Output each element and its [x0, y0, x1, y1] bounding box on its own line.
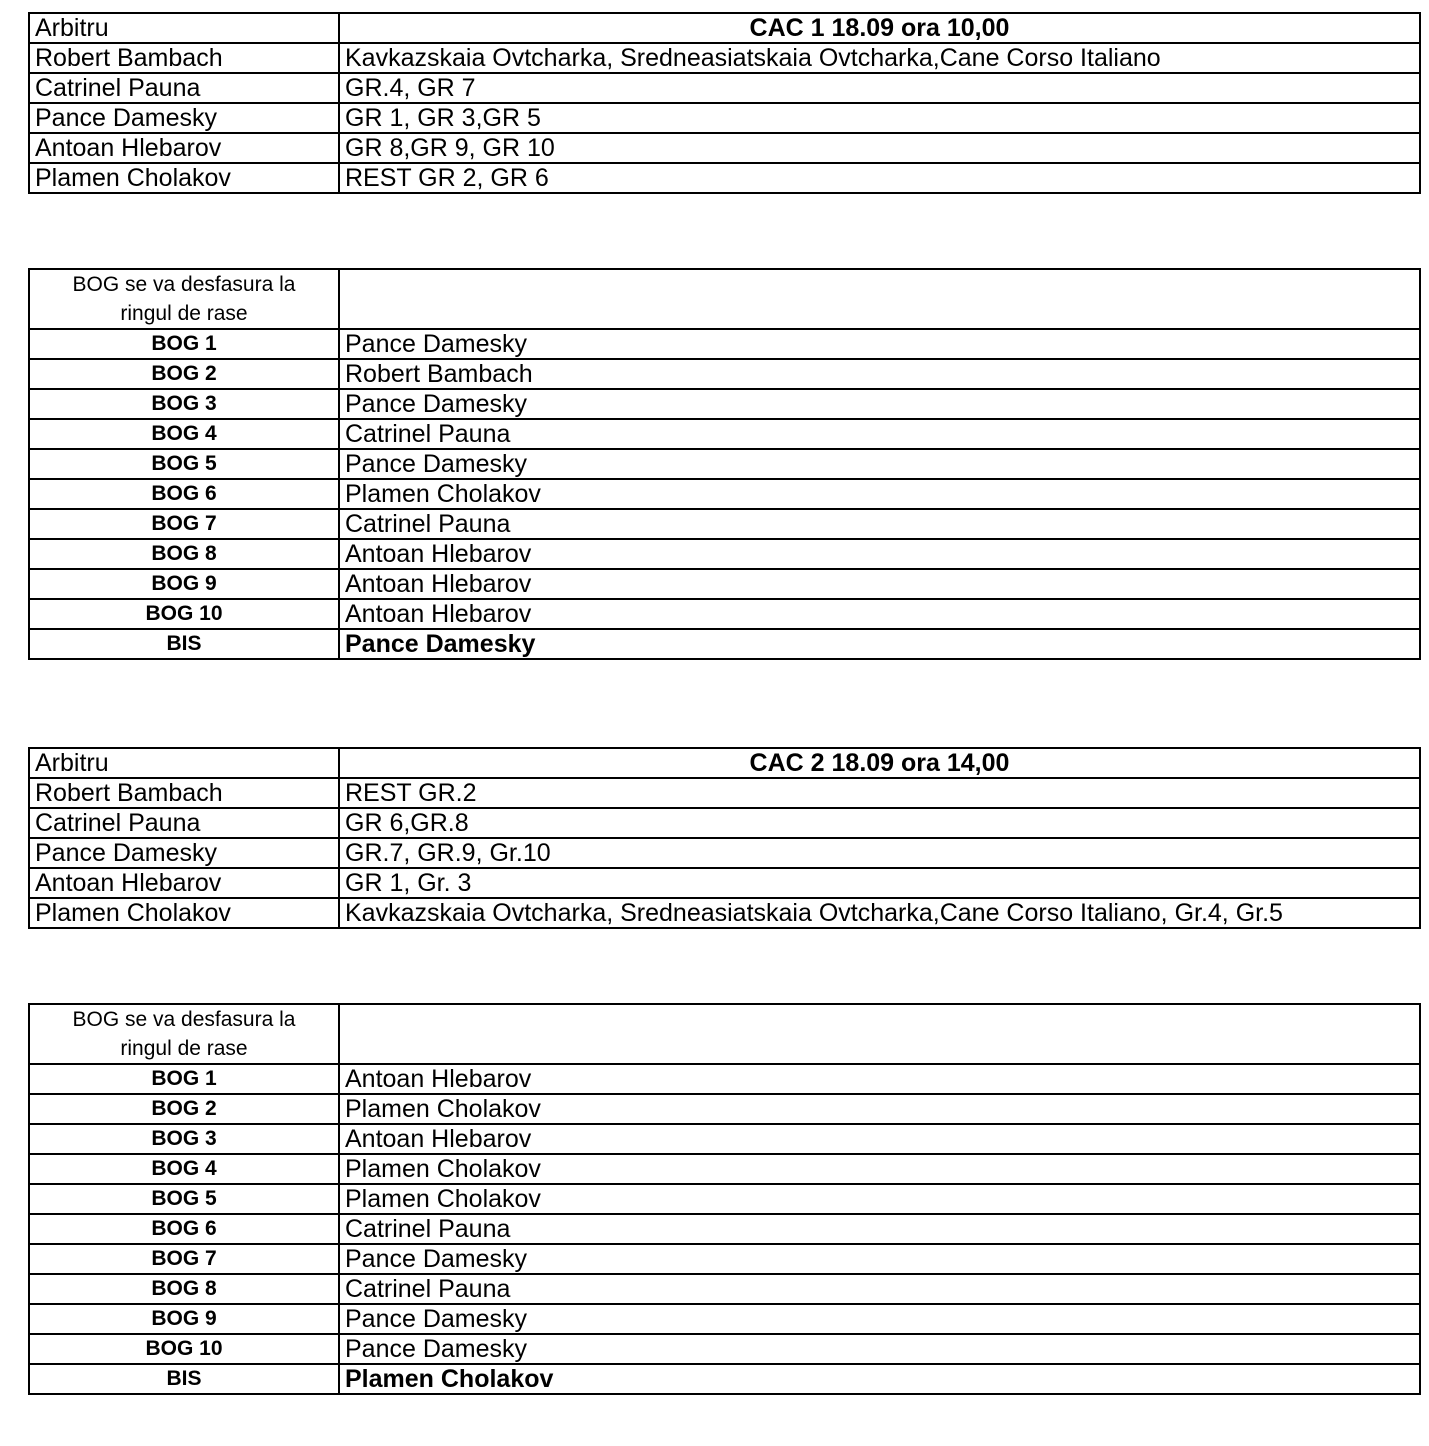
bog-judge: Antoan Hlebarov: [339, 569, 1420, 599]
bog-judge: Catrinel Pauna: [339, 509, 1420, 539]
bog-label: BOG 1: [29, 329, 339, 359]
bog-caption: [29, 269, 339, 329]
bog-label: BOG 4: [29, 419, 339, 449]
bog-label: BOG 10: [29, 1334, 339, 1364]
bog-caption: [29, 1004, 339, 1064]
table-row: [29, 133, 1420, 163]
bog2-table: [28, 1003, 1421, 1395]
bog-caption-line2: ringul de rase: [120, 1037, 248, 1060]
bog-label: BOG 6: [29, 479, 339, 509]
bog-judge: Catrinel Pauna: [339, 419, 1420, 449]
table-row: [29, 359, 1420, 389]
table-row: [29, 1094, 1420, 1124]
bog-label: BOG 6: [29, 1214, 339, 1244]
assigned-groups: GR.7, GR.9, Gr.10: [339, 838, 1420, 868]
table-header-row: [29, 13, 1420, 43]
bog-label: BOG 7: [29, 1244, 339, 1274]
judge-name: Pance Damesky: [29, 838, 339, 868]
assigned-groups: Kavkazskaia Ovtcharka, Sredneasiatskaia Ovtcharka,Cane Corso Italiano: [339, 43, 1420, 73]
bog-label: BOG 7: [29, 509, 339, 539]
table-row: [29, 329, 1420, 359]
cac1-schedule-header: CAC 1 18.09 ora 10,00: [339, 13, 1420, 43]
table-row: [29, 1064, 1420, 1094]
table-row: [29, 1304, 1420, 1334]
cac2-table: [28, 747, 1421, 929]
table-row: [29, 1124, 1420, 1154]
bis-judge: Plamen Cholakov: [339, 1364, 1420, 1394]
table-row: [29, 1154, 1420, 1184]
bog-judge: Antoan Hlebarov: [339, 599, 1420, 629]
bis-judge: Pance Damesky: [339, 629, 1420, 659]
table-row: [29, 539, 1420, 569]
judge-name: Robert Bambach: [29, 778, 339, 808]
judge-name: Catrinel Pauna: [29, 808, 339, 838]
judge-name: Catrinel Pauna: [29, 73, 339, 103]
table-header-row: [29, 269, 1420, 329]
bog-label: BOG 5: [29, 1184, 339, 1214]
bis-row: [29, 1364, 1420, 1394]
bog-label: BOG 8: [29, 539, 339, 569]
bis-label: BIS: [29, 1364, 339, 1394]
table-row: [29, 808, 1420, 838]
table-row: [29, 898, 1420, 928]
bog-label: BOG 10: [29, 599, 339, 629]
table-header-row: [29, 748, 1420, 778]
bog-label: BOG 2: [29, 359, 339, 389]
bog-judge: Pance Damesky: [339, 1334, 1420, 1364]
bog-label: BOG 2: [29, 1094, 339, 1124]
bog-label: BOG 3: [29, 1124, 339, 1154]
assigned-groups: Kavkazskaia Ovtcharka, Sredneasiatskaia Ovtcharka,Cane Corso Italiano, Gr.4, Gr.5: [339, 898, 1420, 928]
judge-column-header: Arbitru: [29, 748, 339, 778]
bog-caption-line1: BOG se va desfasura la: [72, 1008, 296, 1031]
assigned-groups: GR 1, Gr. 3: [339, 868, 1420, 898]
table-row: [29, 43, 1420, 73]
table-row: [29, 73, 1420, 103]
judge-name: Plamen Cholakov: [29, 163, 339, 193]
bog-judge: Pance Damesky: [339, 449, 1420, 479]
table-row: [29, 778, 1420, 808]
empty-cell: [339, 1004, 1420, 1064]
bog-label: BOG 8: [29, 1274, 339, 1304]
bog-judge: Robert Bambach: [339, 359, 1420, 389]
bog-judge: Catrinel Pauna: [339, 1214, 1420, 1244]
assigned-groups: GR.4, GR 7: [339, 73, 1420, 103]
bog-caption-line1: BOG se va desfasura la: [72, 273, 296, 296]
bog-caption-line2: ringul de rase: [120, 302, 248, 325]
assigned-groups: REST GR.2: [339, 778, 1420, 808]
table-row: [29, 1334, 1420, 1364]
bog-label: BOG 9: [29, 1304, 339, 1334]
assigned-groups: GR 6,GR.8: [339, 808, 1420, 838]
assigned-groups: GR 8,GR 9, GR 10: [339, 133, 1420, 163]
bog-label: BOG 1: [29, 1064, 339, 1094]
assigned-groups: REST GR 2, GR 6: [339, 163, 1420, 193]
table-header-row: [29, 1004, 1420, 1064]
judge-name: Antoan Hlebarov: [29, 133, 339, 163]
table-row: [29, 509, 1420, 539]
bog-judge: Antoan Hlebarov: [339, 1064, 1420, 1094]
table-row: [29, 163, 1420, 193]
table-row: [29, 103, 1420, 133]
bog-label: BOG 9: [29, 569, 339, 599]
cac1-table: [28, 12, 1421, 194]
table-row: [29, 838, 1420, 868]
table-row: [29, 569, 1420, 599]
table-row: [29, 449, 1420, 479]
bog-judge: Catrinel Pauna: [339, 1274, 1420, 1304]
judge-name: Robert Bambach: [29, 43, 339, 73]
judge-name: Pance Damesky: [29, 103, 339, 133]
bog-judge: Pance Damesky: [339, 1304, 1420, 1334]
bog-judge: Plamen Cholakov: [339, 1184, 1420, 1214]
bog-judge: Plamen Cholakov: [339, 1094, 1420, 1124]
bog-judge: Pance Damesky: [339, 389, 1420, 419]
table-row: [29, 868, 1420, 898]
bog-label: BOG 4: [29, 1154, 339, 1184]
bog-judge: Plamen Cholakov: [339, 1154, 1420, 1184]
bog-judge: Plamen Cholakov: [339, 479, 1420, 509]
table-row: [29, 1244, 1420, 1274]
bis-row: [29, 629, 1420, 659]
table-row: [29, 599, 1420, 629]
judge-name: Plamen Cholakov: [29, 898, 339, 928]
bog-judge: Antoan Hlebarov: [339, 539, 1420, 569]
table-row: [29, 1214, 1420, 1244]
bog1-table: [28, 268, 1421, 660]
bog-judge: Pance Damesky: [339, 329, 1420, 359]
bis-label: BIS: [29, 629, 339, 659]
judge-name: Antoan Hlebarov: [29, 868, 339, 898]
cac2-schedule-header: CAC 2 18.09 ora 14,00: [339, 748, 1420, 778]
table-row: [29, 1184, 1420, 1214]
judge-column-header: Arbitru: [29, 13, 339, 43]
bog-label: BOG 5: [29, 449, 339, 479]
bog-label: BOG 3: [29, 389, 339, 419]
empty-cell: [339, 269, 1420, 329]
bog-judge: Pance Damesky: [339, 1244, 1420, 1274]
table-row: [29, 1274, 1420, 1304]
table-row: [29, 389, 1420, 419]
bog-judge: Antoan Hlebarov: [339, 1124, 1420, 1154]
table-row: [29, 479, 1420, 509]
table-row: [29, 419, 1420, 449]
assigned-groups: GR 1, GR 3,GR 5: [339, 103, 1420, 133]
